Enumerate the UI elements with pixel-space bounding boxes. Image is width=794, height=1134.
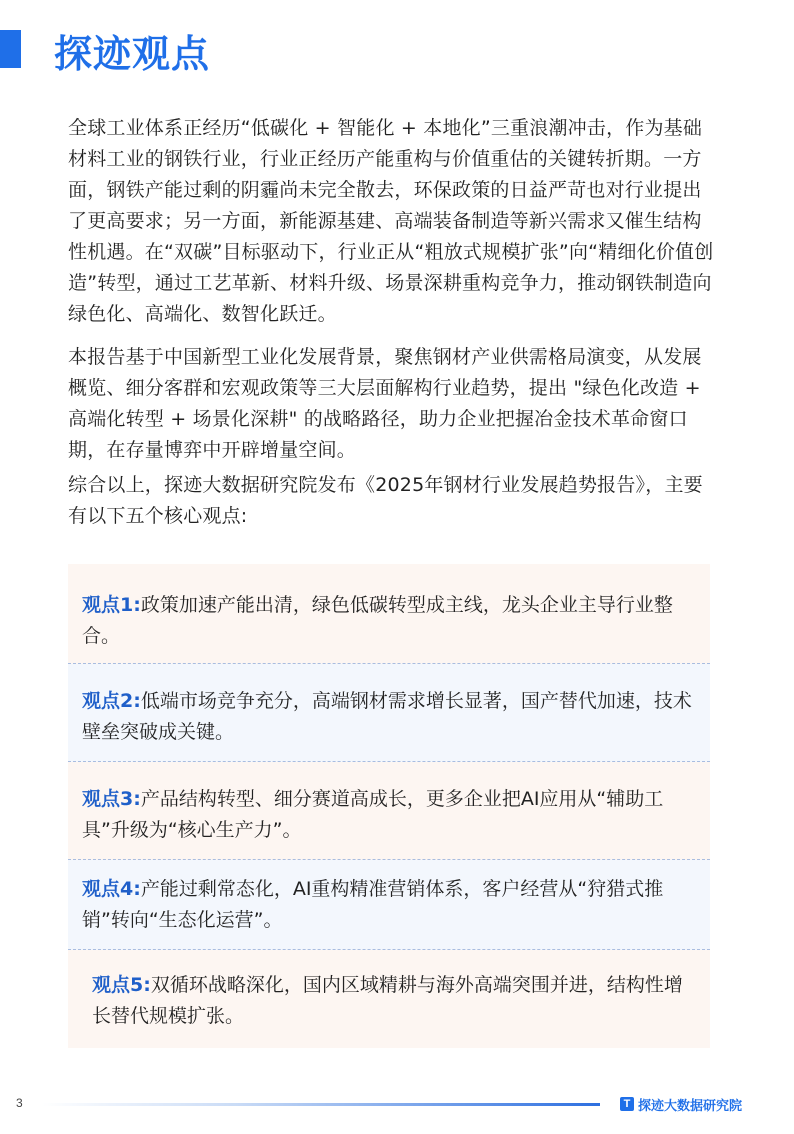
- key-point-2: [68, 664, 710, 762]
- report-basis-paragraph: 本报告基于中国新型工业化发展背景，聚焦钢材产业供需格局演变，从发展概览、细分客群和宏观政策等三大层面解构行业趋势，提出 "绿色化改造 + 高端化转型 + 场景化深耕" 的战略路径，助力企业把握冶金技术革命窗口期，在存量博弈中开辟增量空间。: [68, 346, 702, 461]
- footer-divider: [42, 1103, 600, 1106]
- brand-mark: [620, 1094, 742, 1114]
- key-point-label: 观点4:: [82, 878, 141, 900]
- intro-paragraph: 全球工业体系正经历“低碳化 + 智能化 + 本地化”三重浪潮冲击，作为基础材料工业的钢铁行业，行业正经历产能重构与价值重估的关键转折期。一方面，钢铁产能过剩的阴霾尚未完全散去，环保政策的日益严苛也对行业提出了更高要求；另一方面，新能源基建、高端装备制造等新兴需求又催生结构性机遇。在“双碳”目标驱动下，行业正从“粗放式规模扩张”向“精细化价值创造”转型，通过工艺革新、材料升级、场景深耕重构竞争力，推动钢铁制造向绿色化、高端化、数智化跃迁。: [68, 117, 714, 325]
- key-point-text: 双循环战略深化，国内区域精耕与海外高端突围并进，结构性增长替代规模扩张。: [92, 974, 683, 1027]
- key-point-text: 政策加速产能出清，绿色低碳转型成主线，龙头企业主导行业整合。: [82, 594, 673, 647]
- brand-logo-icon: T: [620, 1097, 634, 1111]
- brand-name: 探迹大数据研究院: [638, 1098, 743, 1114]
- page-number: 3: [16, 1096, 23, 1110]
- key-point-3: [68, 762, 710, 860]
- key-point-text: 产能过剩常态化，AI重构精准营销体系，客户经营从“狩猎式推销”转向“生态化运营”。: [82, 878, 664, 931]
- title-accent-bar: [0, 30, 21, 68]
- key-points-list: [68, 564, 710, 1048]
- key-point-4: [68, 860, 710, 950]
- key-point-label: 观点2:: [82, 690, 141, 712]
- page-title: 探迹观点: [54, 32, 211, 76]
- key-point-5: [68, 950, 710, 1048]
- key-point-label: 观点1:: [82, 594, 141, 616]
- key-point-1: [68, 564, 710, 664]
- key-point-text: 产品结构转型、细分赛道高成长，更多企业把AI应用从“辅助工具”升级为“核心生产力”。: [82, 788, 664, 841]
- key-point-text: 低端市场竞争充分，高端钢材需求增长显著，国产替代加速，技术壁垒突破成关键。: [82, 690, 692, 743]
- key-point-label: 观点3:: [82, 788, 141, 810]
- key-point-label: 观点5:: [92, 974, 151, 996]
- summary-paragraph: 综合以上，探迹大数据研究院发布《2025年钢材行业发展趋势报告》，主要有以下五个核心观点:: [68, 474, 703, 527]
